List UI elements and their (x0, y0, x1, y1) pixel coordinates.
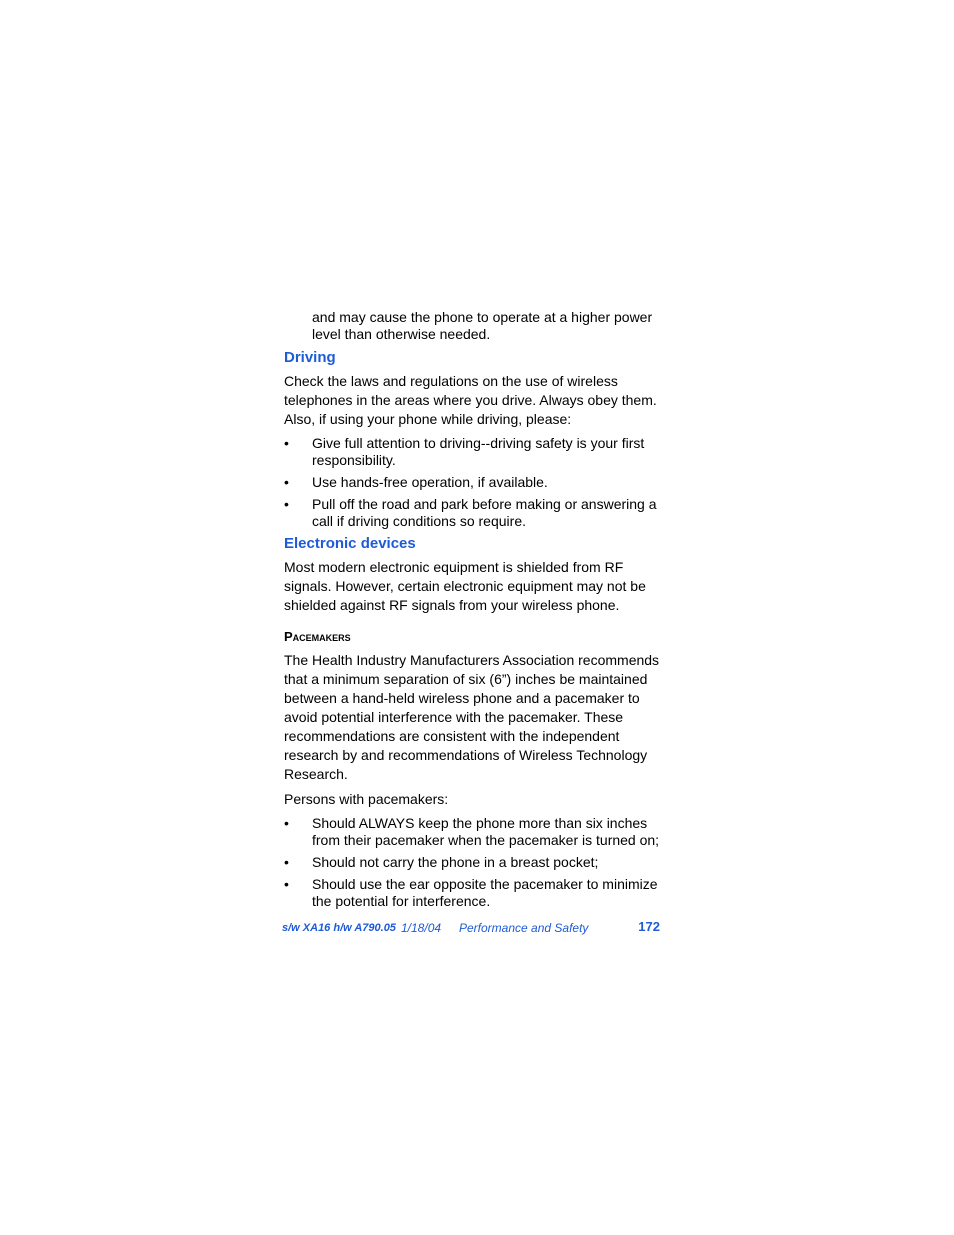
footer-section-title: Performance and Safety (459, 921, 589, 935)
list-item (284, 854, 664, 871)
list-item (284, 435, 664, 469)
intro-continuation-text: and may cause the phone to operate at a higher power level than otherwise needed. (312, 309, 653, 342)
footer-version: s/w XA16 h/w A790.05 (282, 922, 396, 934)
list-item (284, 474, 664, 491)
driving-bullet-list (284, 435, 664, 530)
list-item-text: Should not carry the phone in a breast pocket; (312, 854, 599, 870)
bullet-icon: • (284, 876, 289, 892)
list-item-text: Should ALWAYS keep the phone more than six inches from their pacemaker when the pacemaker is turned on; (312, 815, 660, 848)
driving-heading: Driving (284, 349, 336, 366)
list-item (284, 496, 664, 530)
page-number: 172 (638, 919, 660, 934)
bullet-icon: • (284, 435, 289, 451)
footer-date: 1/18/04 (401, 921, 442, 935)
bullet-icon: • (284, 496, 289, 512)
page-content (284, 309, 664, 915)
pacemakers-intro: Persons with pacemakers: (284, 791, 449, 807)
list-item-text: Pull off the road and park before making or answering a call if driving conditions so require. (312, 496, 657, 529)
pacemakers-bullet-list (284, 815, 664, 910)
list-item (284, 815, 664, 849)
bullet-icon: • (284, 474, 289, 490)
bullet-icon: • (284, 854, 289, 870)
driving-paragraph: Check the laws and regulations on the use of wireless telephones in the areas where you drive. Always obey them. Also, if using your phone while driving, please: (284, 373, 657, 427)
electronic-devices-paragraph: Most modern electronic equipment is shielded from RF signals. However, certain electronic equipment may not be shielded against RF signals from your wireless phone. (284, 559, 646, 613)
list-item-text: Should use the ear opposite the pacemaker to minimize the potential for interference. (312, 876, 658, 909)
pacemakers-paragraph: The Health Industry Manufacturers Association recommends that a minimum separation of six (6”) inches be maintained between a hand-held wireless phone and a pacemaker to avoid potential interference with the pacemaker. These recommendations are consistent with the independent research by and recommendations of Wireless Technology Research. (284, 652, 660, 782)
list-item (284, 876, 664, 910)
list-item-text: Give full attention to driving--driving safety is your first responsibility. (312, 435, 645, 468)
pacemakers-heading: Pacemakers (284, 629, 351, 644)
page-footer (282, 919, 660, 939)
list-item-text: Use hands-free operation, if available. (312, 474, 548, 490)
bullet-icon: • (284, 815, 289, 831)
electronic-devices-heading: Electronic devices (284, 535, 416, 552)
